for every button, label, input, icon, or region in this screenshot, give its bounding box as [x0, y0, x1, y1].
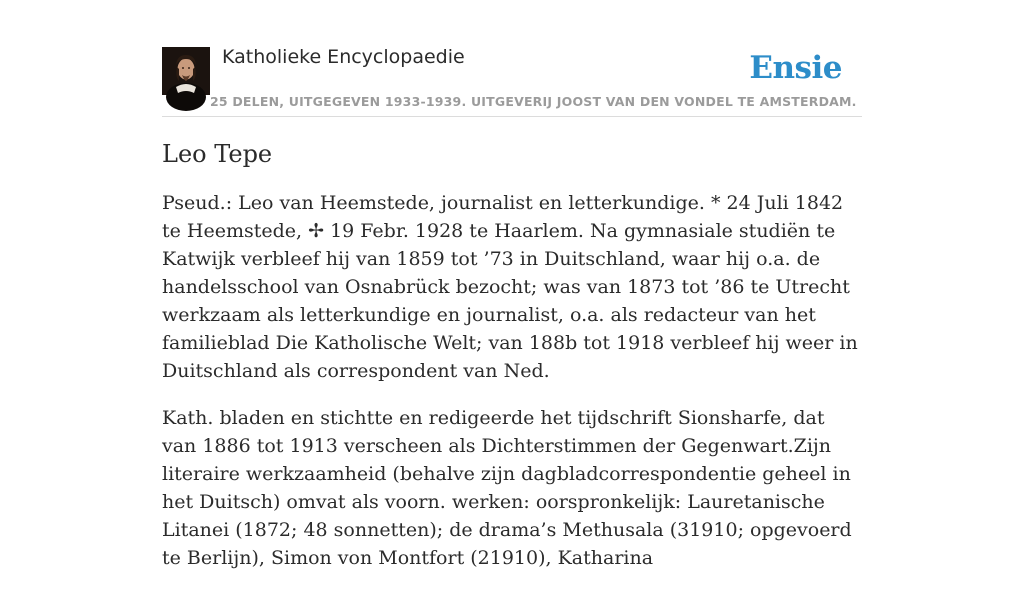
portrait-avatar-icon[interactable]	[162, 47, 210, 95]
publication-header	[162, 44, 862, 117]
article-paragraph: Kath. bladen en stichtte en redigeerde het tijdschrift Sionsharfe, dat van 1886 tot 1913 verscheen als Dichterstimmen der Gegenwart.Zijn literaire werkzaamheid (behalve zijn dagbladcorrespondentie geheel in het Duitsch) omvat als voorn. werken: oorspronkelijk: Lauretanische Litanei (1872; 48 sonnetten); de drama’s Methusala (31910; opgevoerd te Berlijn), Simon von Montfort (21910), Katharina	[162, 407, 852, 569]
article-paragraph: Pseud.: Leo van Heemstede, journalist en letterkundige. * 24 Juli 1842 te Heemstede, ✢ 19 Febr. 1928 te Haarlem. Na gymnasiale studiën te Katwijk verbleef hij van 1859 tot ’73 in Duitschland, waar hij o.a. de handelsschool van Osnabrück bezocht; was van 1873 tot ’86 te Utrecht werkzaam als letterkundige en journalist, o.a. als redacteur van het familieblad Die Katholische Welt; van 188b tot 1918 verbleef hij weer in Duitschland als correspondent van Ned.	[162, 192, 858, 382]
article	[162, 138, 862, 591]
article-title: Leo Tepe	[162, 140, 273, 168]
publication-name-link[interactable]: Katholieke Encyclopaedie	[222, 46, 465, 68]
ensie-logo-link[interactable]: Ensie	[749, 50, 842, 86]
publication-subtitle: 25 DELEN, UITGEGEVEN 1933-1939. UITGEVERIJ JOOST VAN DEN VONDEL TE AMSTERDAM.	[210, 94, 857, 109]
